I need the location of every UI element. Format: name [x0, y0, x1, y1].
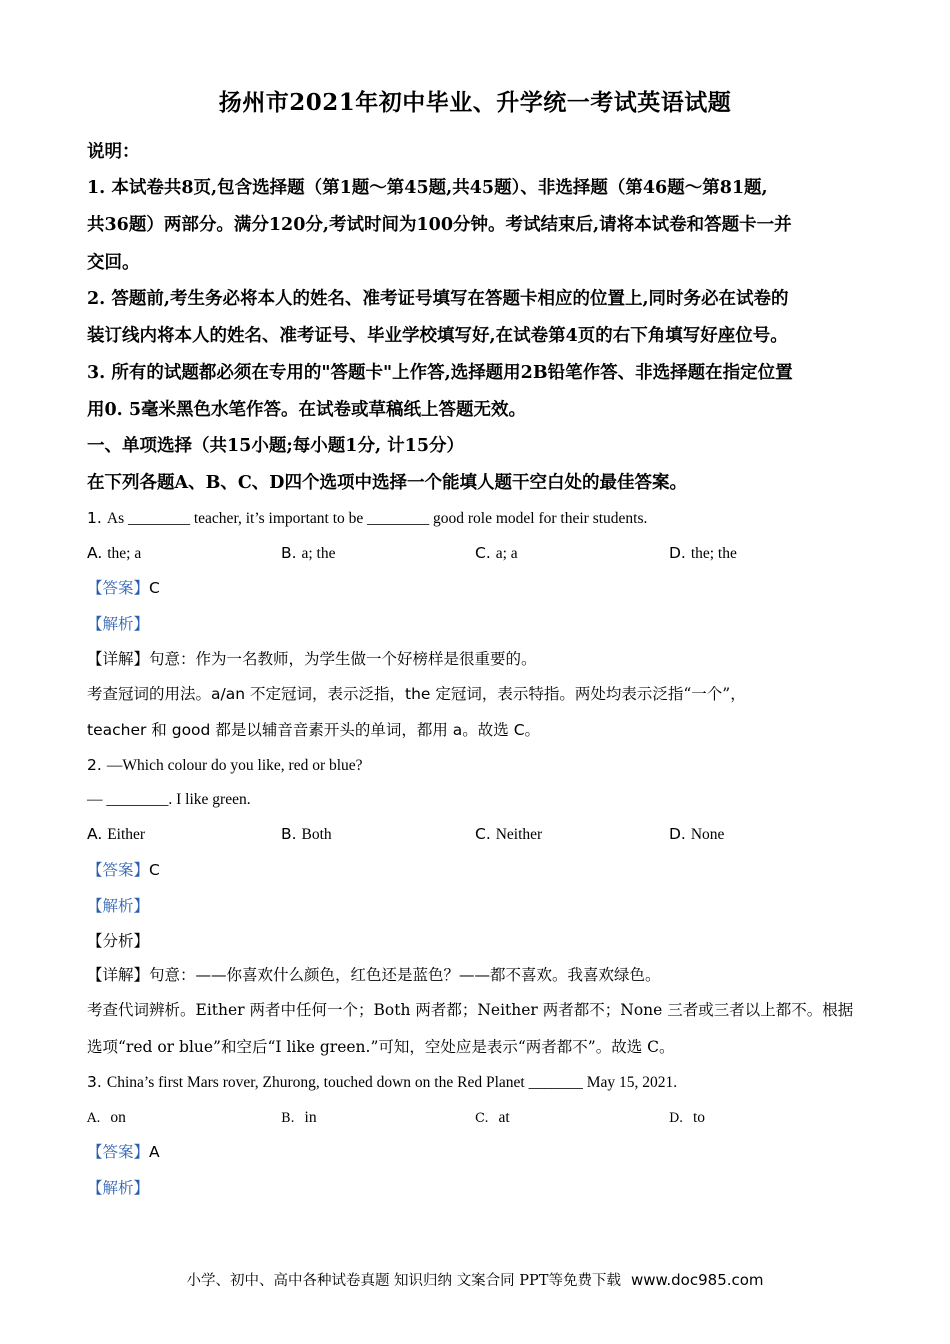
instruction-line: 共36题）两部分。满分120分,考试时间为100分钟。考试结束后,请将本试卷和答题卡一并	[87, 215, 792, 235]
explanation-line: 选项“red or blue”和空后“I like green.”可知，空处应是表示“两者都不”。故选 C。	[87, 1038, 675, 1056]
question-number: 2.	[87, 756, 102, 774]
question-2-response: — ________. I like green.	[87, 791, 251, 808]
instruction-line: 3. 所有的试题都必须在专用的"答题卡"上作答,选择题用2B铅笔作答、非选择题在指定位置	[87, 363, 793, 383]
option-d: D. None	[669, 825, 725, 843]
answer-value: C	[149, 579, 160, 597]
answer-tag: 【答案】	[87, 861, 150, 879]
answer-value: C	[149, 861, 160, 879]
footer-link[interactable]: www.doc985.com	[630, 1271, 764, 1289]
section-heading: 一、单项选择（共15小题;每小题1分, 计15分）	[87, 436, 465, 456]
footer	[0, 1269, 950, 1290]
option-a: A. the; a	[87, 544, 142, 562]
option-b: B. in	[281, 1109, 317, 1126]
fenxi-tag: 【分析】	[87, 932, 150, 950]
answer-value: A	[149, 1143, 160, 1161]
option-a: A. on	[87, 1109, 126, 1126]
option-c: C. at	[475, 1109, 510, 1126]
question-text: —Which colour do you like, red or blue?	[106, 757, 363, 774]
answer-tag: 【答案】	[87, 579, 150, 597]
answer-line	[87, 577, 160, 599]
option-a: A. Either	[87, 825, 146, 843]
question-text: As ________ teacher, it’s important to be ________ good role model for their students.	[106, 510, 648, 527]
explanation-line: 考查冠词的用法。a/an 不定冠词，表示泛指，the 定冠词，表示特指。两处均表示泛指“一个”，	[87, 685, 746, 703]
option-c: C. Neither	[475, 825, 543, 843]
question-2-stem	[87, 754, 363, 777]
page-title: 扬州市2021年初中毕业、升学统一考试英语试题	[218, 89, 732, 116]
question-number: 1.	[87, 509, 102, 527]
question-3-stem	[87, 1071, 677, 1094]
option-b: B. a; the	[281, 544, 336, 562]
answer-line	[87, 859, 160, 881]
instructions-heading: 说明：	[87, 142, 140, 162]
footer-text: 小学、初中、高中各种试卷真题 知识归纳 文案合同 PPT等免费下载	[186, 1273, 621, 1289]
answer-line	[87, 1141, 160, 1163]
instruction-line: 用0. 5毫米黑色水笔作答。在试卷或草稿纸上答题无效。	[87, 400, 527, 420]
option-d: D. to	[669, 1109, 706, 1126]
instruction-line: 2. 答题前,考生务必将本人的姓名、准考证号填写在答题卡相应的位置上,同时务必在试卷的	[87, 289, 789, 309]
option-b: B. Both	[281, 825, 332, 843]
analysis-tag: 【解析】	[87, 1179, 150, 1197]
instruction-line: 装订线内将本人的姓名、准考证号、毕业学校填写好,在试卷第4页的右下角填写好座位号。	[87, 326, 788, 346]
question-1-stem	[87, 507, 647, 530]
analysis-tag: 【解析】	[87, 897, 150, 915]
explanation-line: teacher 和 good 都是以辅音音素开头的单词，都用 a。故选 C。	[87, 721, 541, 739]
analysis-tag: 【解析】	[87, 615, 150, 633]
detail-line: 【详解】句意：作为一名教师，为学生做一个好榜样是很重要的。	[87, 650, 537, 668]
instruction-line: 交回。	[87, 253, 140, 273]
instruction-line: 1. 本试卷共8页,包含选择题（第1题～第45题,共45题）、非选择题（第46题～第81题,	[87, 178, 768, 198]
option-d: D. the; the	[669, 544, 737, 562]
explanation-line: 考查代词辨析。Either 两者中任何一个；Both 两者都；Neither 两者都不；None 三者或三者以上都不。根据	[87, 1001, 854, 1019]
question-number: 3.	[87, 1073, 102, 1091]
answer-tag: 【答案】	[87, 1143, 150, 1161]
section-directions: 在下列各题A、B、C、D四个选项中选择一个能填人题干空白处的最佳答案。	[87, 473, 687, 493]
question-text: China’s first Mars rover, Zhurong, touched down on the Red Planet _______ May 15, 2021.	[106, 1074, 678, 1091]
option-c: C. a; a	[475, 544, 518, 562]
detail-line: 【详解】句意：——你喜欢什么颜色，红色还是蓝色？——都不喜欢。我喜欢绿色。	[87, 966, 661, 984]
